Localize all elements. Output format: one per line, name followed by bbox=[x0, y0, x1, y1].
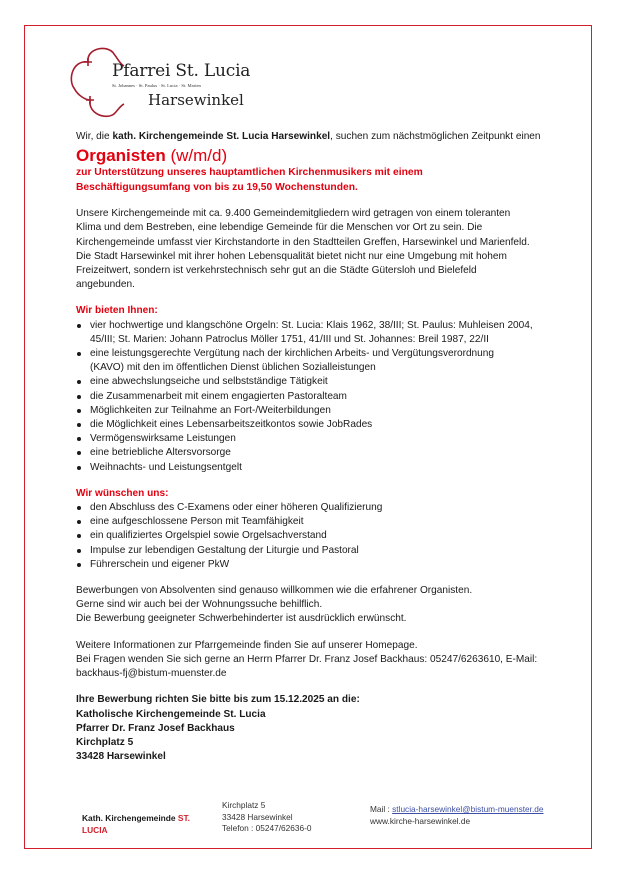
footer-contact bbox=[370, 804, 544, 827]
intro-prefix: Wir, die bbox=[76, 131, 113, 142]
description-line: angebunden. bbox=[76, 279, 135, 291]
wishes-heading: Wir wünschen uns: bbox=[76, 487, 169, 499]
application-address-line: Pfarrer Dr. Franz Josef Backhaus bbox=[76, 722, 235, 734]
footer-org-name bbox=[82, 812, 212, 836]
parish-description bbox=[76, 207, 556, 292]
footer-website: www.kirche-harsewinkel.de bbox=[370, 815, 471, 826]
wish-item: Impulse zur lebendigen Gestaltung der Liturgie und Pastoral bbox=[76, 544, 556, 558]
offer-item: Möglichkeiten zur Teilnahme an Fort-/Weiterbildungen bbox=[76, 404, 556, 418]
notes-line: Gerne sind wir auch bei der Wohnungssuche behilflich. bbox=[76, 599, 323, 611]
offer-item bbox=[76, 319, 556, 347]
wish-item: eine aufgeschlossene Person mit Teamfähigkeit bbox=[76, 515, 556, 529]
wish-item: ein qualifiziertes Orgelspiel sowie Orgelsachverstand bbox=[76, 529, 556, 543]
quatrefoil-cross-icon bbox=[66, 42, 126, 122]
intro-parish-name: kath. Kirchengemeinde St. Lucia Harsewinkel bbox=[112, 131, 331, 142]
offer-item: die Zusammenarbeit mit einem engagierten Pastoralteam bbox=[76, 390, 556, 404]
job-posting-body bbox=[76, 130, 556, 764]
footer-address-line: 33428 Harsewinkel bbox=[222, 811, 293, 822]
description-line: Die Stadt Harsewinkel mit ihrer hohen Lebensqualität bietet nicht nur eine Umgebung mit hohem bbox=[76, 250, 507, 262]
offer-item: Vermögenswirksame Leistungen bbox=[76, 432, 556, 446]
offer-item: die Möglichkeit eines Lebensarbeitszeitkontos sowie JobRades bbox=[76, 418, 556, 432]
wish-item: Führerschein und eigener PkW bbox=[76, 558, 556, 572]
notes-line: Bewerbungen von Absolventen sind genauso willkommen wie die erfahrener Organisten. bbox=[76, 585, 473, 597]
footer-address bbox=[222, 800, 312, 835]
application-address-line: Katholische Kirchengemeinde St. Lucia bbox=[76, 708, 266, 720]
footer-org-red: ST. LUCIA bbox=[82, 813, 190, 835]
wishes-list bbox=[76, 501, 556, 572]
offer-item: eine betriebliche Altersvorsorge bbox=[76, 446, 556, 460]
description-line: Kirchengemeinde umfasst vier Kirchstandorte in den Stadtteilen Greffen, Harsewinkel und Marienfeld. bbox=[76, 236, 530, 248]
job-subtitle-line: zur Unterstützung unseres hauptamtlichen Kirchenmusikers mit einem bbox=[76, 167, 423, 179]
offer-item-line: vier hochwertige und klangschöne Orgeln: St. Lucia: Klais 1962, 38/III; St. Paulus: Muhleisen 2004, bbox=[90, 319, 533, 331]
job-title bbox=[76, 146, 556, 166]
footer-org-black: Kath. Kirchengemeinde bbox=[82, 813, 178, 823]
offer-item-line: 45/III; St. Marien: Johann Patroclus Möller 1751, 41/III und St. Johannes: Breil 1987, 22/II bbox=[90, 333, 489, 345]
offer-list bbox=[76, 319, 556, 475]
offer-heading: Wir bieten Ihnen: bbox=[76, 305, 158, 317]
job-subtitle-line: Beschäftigungsumfang von bis zu 19,50 Wochenstunden. bbox=[76, 181, 358, 193]
info-line: Weitere Informationen zur Pfarrgemeinde finden Sie auf unserer Homepage. bbox=[76, 639, 418, 651]
letterhead-footer bbox=[0, 786, 620, 836]
intro-sentence bbox=[76, 130, 556, 144]
offer-item-line: (KAVO) mit den im öffentlichen Dienst üblichen Sozialleistungen bbox=[90, 362, 376, 374]
offer-item-line: eine leistungsgerechte Vergütung nach der kirchlichen Arbeits- und Vergütungsverordnung bbox=[90, 348, 495, 360]
footer-address-line: Kirchplatz 5 bbox=[222, 800, 266, 810]
description-line: Unsere Kirchengemeinde mit ca. 9.400 Gemeindemitgliedern wird getragen von einem toleranten bbox=[76, 208, 511, 220]
logo-subtitle: St. Johannes · St. Paulus · St. Lucia · St. Marien bbox=[112, 83, 201, 88]
info-paragraph bbox=[76, 639, 556, 682]
notes-paragraph bbox=[76, 584, 556, 627]
job-title-gender: (w/m/d) bbox=[165, 146, 228, 166]
contact-email: backhaus-fj@bistum-muenster.de bbox=[76, 668, 227, 680]
logo-city: Harsewinkel bbox=[148, 91, 244, 109]
logo-title: Pfarrei St. Lucia bbox=[112, 61, 251, 81]
application-address-line: 33428 Harsewinkel bbox=[76, 751, 166, 763]
parish-logo bbox=[66, 42, 251, 122]
footer-phone: Telefon : 05247/62636-0 bbox=[222, 823, 312, 833]
notes-line: Die Bewerbung geeigneter Schwerbehinderter ist ausdrücklich erwünscht. bbox=[76, 613, 407, 625]
offer-item bbox=[76, 347, 556, 375]
offer-item: Weihnachts- und Leistungsentgelt bbox=[76, 461, 556, 475]
footer-mail-link[interactable]: stlucia-harsewinkel@bistum-muenster.de bbox=[392, 804, 544, 814]
description-line: Freizeitwert, sondern ist verkehrstechnisch sehr gut an die Städte Gütersloh und Bielefeld bbox=[76, 265, 477, 277]
job-title-main: Organisten bbox=[76, 146, 166, 166]
offer-item: eine abwechslungseiche und selbstständige Tätigkeit bbox=[76, 375, 556, 389]
wish-item: den Abschluss des C-Examens oder einer höheren Qualifizierung bbox=[76, 501, 556, 515]
footer-mail-label: Mail : bbox=[370, 804, 393, 814]
application-address bbox=[76, 693, 556, 764]
intro-suffix: , suchen zum nächstmöglichen Zeitpunkt einen bbox=[330, 131, 541, 142]
application-deadline: Ihre Bewerbung richten Sie bitte bis zum 15.12.2025 an die: bbox=[76, 694, 360, 706]
info-line: Bei Fragen wenden Sie sich gerne an Herrn Pfarrer Dr. Franz Josef Backhaus: 05247/6263610, E-Mail: bbox=[76, 653, 538, 665]
application-address-line: Kirchplatz 5 bbox=[76, 736, 134, 748]
job-subtitle bbox=[76, 166, 556, 195]
description-line: Klima und dem Bestreben, eine lebendige Gemeinde für die Menschen vor Ort zu sein. Die bbox=[76, 222, 483, 234]
footer-mail-line bbox=[370, 804, 544, 816]
